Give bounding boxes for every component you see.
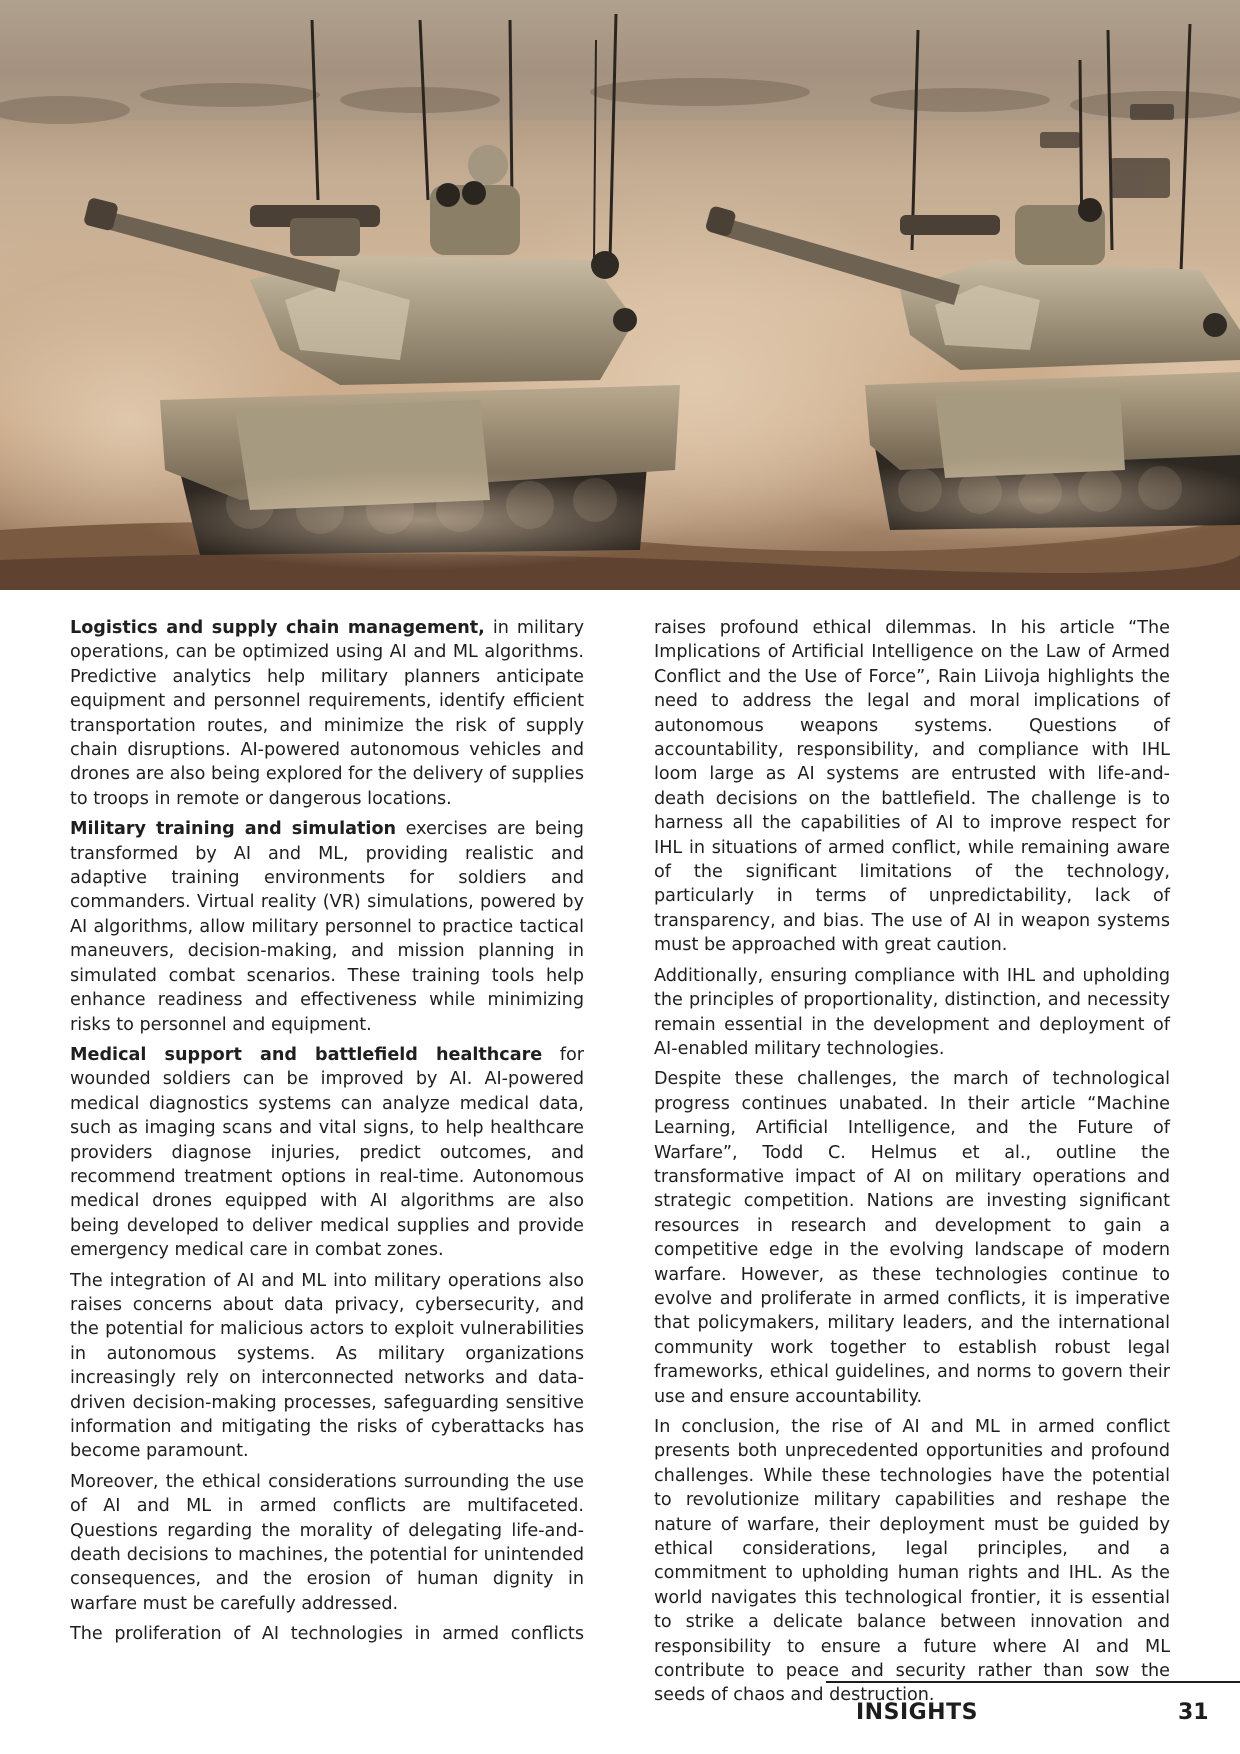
article-column-right	[654, 616, 1170, 1714]
paragraph	[70, 1269, 584, 1464]
paragraph	[70, 817, 584, 1037]
page-number: 31	[1178, 1700, 1209, 1725]
paragraph-text: The proliferation of AI technologies in armed conflicts	[70, 1624, 584, 1645]
paragraph-text: Moreover, the ethical considerations surrounding the use of AI and ML in armed conflicts are multifaceted. Questions regarding the morality of delegating life-and-death decisions to machines, the potential for unintended consequences, and the erosion of human dignity in warfare must be carefully addressed.	[70, 1471, 584, 1614]
paragraph-text: In conclusion, the rise of AI and ML in armed conflict presents both unprecedented opportunities and profound challenges. While these technologies have the potential to revolutionize military capabilities and reshape the nature of warfare, their deployment must be guided by ethical considerations, legal principles, and a commitment to upholding human rights and IHL. As the world navigates this technological frontier, it is essential to strike a delicate balance between innovation and responsibility to ensure a future where AI and ML contribute to peace and security rather than sow the seeds of chaos and destruction.	[654, 1417, 1170, 1706]
paragraph	[70, 616, 584, 811]
paragraph-text: in military operations, can be optimized using AI and ML algorithms. Predictive analytics help military planners anticipate equipment and personnel requirements, identify efficient transportation routes, and minimize the risk of supply chain disruptions. AI-powered autonomous vehicles and drones are also being explored for the delivery of supplies to troops in remote or dangerous locations.	[70, 618, 585, 809]
paragraph	[70, 1622, 584, 1646]
footer-section-label: INSIGHTS	[856, 1700, 978, 1725]
paragraph-lead: Logistics and supply chain management,	[70, 618, 485, 638]
paragraph-text: raises profound ethical dilemmas. In his article “The Implications of Artificial Intelligence on the Law of Armed Conflict and the Use of Force”, Rain Liivoja highlights the need to address the legal and moral implications of autonomous weapons systems. Questions of accountability, responsibility, and compliance with IHL loom large as AI systems are entrusted with life-and-death decisions on the battlefield. The challenge is to harness all the capabilities of AI to improve respect for IHL in situations of armed conflict, while remaining aware of the significant limitations of the technology, particularly in terms of unpredictability, lack of transparency, and bias. The use of AI in weapon systems must be approached with great caution.	[654, 618, 1170, 956]
tanks-illustration	[0, 0, 1240, 590]
paragraph-text: The integration of AI and ML into military operations also raises concerns about data privacy, cybersecurity, and the potential for malicious actors to exploit vulnerabilities in autonomous systems. As military organizations increasingly rely on interconnected networks and data-driven decision-making processes, safeguarding sensitive information and mitigating the risks of cyberattacks has become paramount.	[70, 1270, 584, 1462]
paragraph	[654, 616, 1170, 958]
paragraph	[70, 1043, 584, 1263]
paragraph-lead: Military training and simulation	[70, 819, 397, 840]
paragraph	[654, 964, 1170, 1062]
paragraph	[654, 1415, 1170, 1708]
paragraph	[654, 1067, 1170, 1409]
paragraph-lead: Medical support and battlefield healthcare	[70, 1044, 543, 1065]
paragraph-text: for wounded soldiers can be improved by AI. AI-powered medical diagnostics systems can analyze medical data, such as imaging scans and vital signs, to help healthcare providers diagnose injuries, predict outcomes, and recommend treatment options in real-time. Autonomous medical drones equipped with AI algorithms are also being developed to deliver medical supplies and provide emergency medical care in combat zones.	[70, 1044, 584, 1261]
footer-rule	[826, 1681, 1240, 1683]
article-column-left	[70, 616, 584, 1653]
paragraph-text: Additionally, ensuring compliance with IHL and upholding the principles of proportionality, distinction, and necessity remain essential in the development and deployment of AI-enabled military technologies.	[654, 965, 1170, 1059]
paragraph	[70, 1470, 584, 1616]
paragraph-text: exercises are being transformed by AI and ML, providing realistic and adaptive training environments for soldiers and commanders. Virtual reality (VR) simulations, powered by AI algorithms, allow military personnel to practice tactical maneuvers, decision-making, and mission planning in simulated combat scenarios. These training tools help enhance readiness and effectiveness while minimizing risks to personnel and equipment.	[70, 819, 584, 1035]
hero-image	[0, 0, 1240, 590]
paragraph-text: Despite these challenges, the march of technological progress continues unabated. In their article “Machine Learning, Artificial Intelligence, and the Future of Warfare”, Todd C. Helmus et al., outline the transformative impact of AI on military operations and strategic competition. Nations are investing significant resources in research and development to gain a competitive edge in the evolving landscape of modern warfare. However, as these technologies continue to evolve and proliferate in armed conflicts, it is imperative that policymakers, military leaders, and the international community work together to establish robust legal frameworks, ethical guidelines, and norms to govern their use and ensure accountability.	[654, 1069, 1170, 1407]
